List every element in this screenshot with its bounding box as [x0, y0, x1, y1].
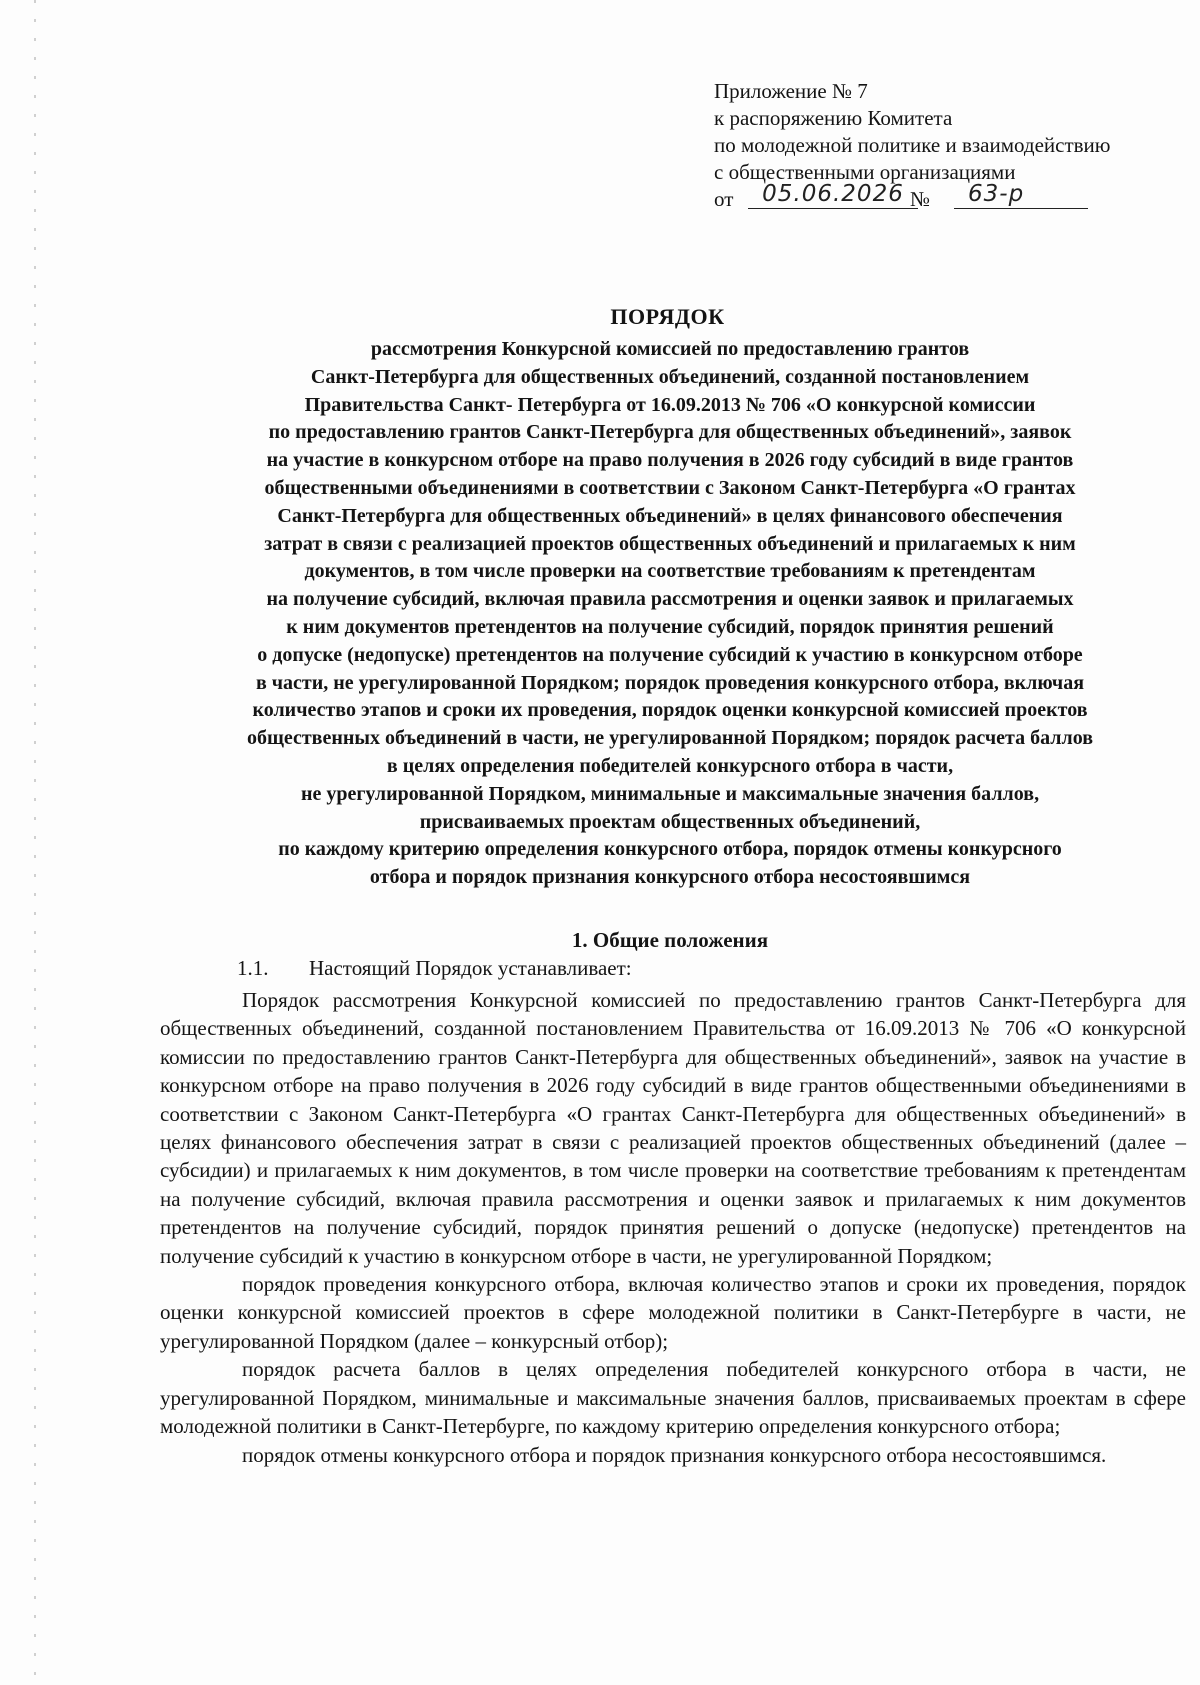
subtitle-line: общественных объединений в части, не урегулированной Порядком; порядок расчета баллов [246, 727, 1094, 750]
subtitle-line: о допуске (недопуске) претендентов на получение субсидий к участию в конкурсном отборе [257, 643, 1083, 666]
body-paragraph: Порядок рассмотрения Конкурсной комиссией по предоставлению грантов Санкт-Петербурга для общественных объединений, созданной постановлением Правительства от 16.09.2013 № 706 «О конкурсной комиссии по предоставлению грантов Санкт-Петербурга для общественных объединений», заявок на участие в конкурсном отборе на право получения в 2026 году субсидий в виде грантов общественными объединениями в соответствии с Законом Санкт-Петербурга «О грантах Санкт-Петербурга для общественных объединений» в целях финансового обеспечения затрат в связи с реализацией проектов общественных объединений (далее – субсидии) и прилагаемых к ним документов, в том числе проверки на соответствие требованиям к претендентам на получение субсидий, включая правила рассмотрения и оценки заявок и прилагаемых к ним документов претендентов на получение субсидий, порядок принятия решений о допуске (недопуске) претендентов на получение субсидий к участию в конкурсном отборе в части, не урегулированной Порядком; [160, 988, 1186, 1268]
number-label: № [910, 187, 931, 211]
appendix-line: Приложение № 7 [714, 79, 868, 103]
appendix-line: к распоряжению Комитета [714, 106, 953, 130]
appendix-line: с общественными организациями [714, 160, 1016, 184]
subtitle-line: по предоставлению грантов Санкт-Петербурга для общественных объединений», заявок [268, 421, 1072, 444]
subtitle-line: количество этапов и сроки их проведения, порядок оценки конкурсной комиссией проектов [252, 699, 1088, 722]
subtitle-line: на получение субсидий, включая правила рассмотрения и оценки заявок и прилагаемых [266, 588, 1074, 611]
body-paragraph: порядок отмены конкурсного отбора и порядок признания конкурсного отбора несостоявшимся. [242, 1442, 1107, 1467]
document-subtitle [150, 336, 1190, 892]
clause-number: 1.1. [237, 956, 269, 980]
subtitle-line: Санкт-Петербурга для общественных объединений» в целях финансового обеспечения [277, 504, 1063, 527]
document-title: ПОРЯДОК [610, 304, 725, 329]
subtitle-line: не урегулированной Порядком, минимальные и максимальные значения баллов, [300, 782, 1040, 805]
subtitle-line: отбора и порядок признания конкурсного отбора несостоявшимся [369, 866, 971, 889]
subtitle-line: рассмотрения Конкурсной комиссией по предоставлению грантов [370, 338, 970, 360]
subtitle-line: к ним документов претендентов на получение субсидий, порядок принятия решений [286, 615, 1054, 638]
subtitle-line: присваиваемых проектам общественных объединений, [419, 810, 921, 833]
appendix-header [714, 78, 1184, 216]
section-heading: 1. Общие положения [571, 928, 769, 952]
subtitle-line: на участие в конкурсном отборе на право получения в 2026 году субсидий в виде грантов [266, 449, 1074, 472]
clause-1-1 [237, 956, 632, 981]
subtitle-line: Санкт-Петербурга для общественных объединений, созданной постановлением [310, 365, 1030, 388]
subtitle-line: Правительства Санкт- Петербурга от 16.09.2013 № 706 «О конкурсной комиссии [304, 393, 1036, 416]
date-prefix: от [714, 187, 734, 211]
handwritten-number: 63-р [954, 181, 1088, 209]
handwritten-date: 05.06.2026 [748, 181, 918, 209]
appendix-date-line [714, 181, 1184, 216]
subtitle-line: в целях определения победителей конкурсного отбора в части, [386, 754, 954, 777]
body-paragraph: порядок проведения конкурсного отбора, включая количество этапов и сроки их проведения, порядок оценки конкурсной комиссией проектов в сфере молодежной политики в Санкт-Петербурге в части, не урегулированной Порядком (далее – конкурсный отбор); [160, 1272, 1186, 1353]
subtitle-line: в части, не урегулированной Порядком; порядок проведения конкурсного отбора, включая [255, 671, 1085, 694]
subtitle-line: документов, в том числе проверки на соответствие требованиям к претендентам [304, 560, 1036, 583]
clause-text: Настоящий Порядок устанавливает: [309, 956, 632, 980]
section-body [160, 986, 1186, 1469]
appendix-line: по молодежной политике и взаимодействию [714, 133, 1111, 157]
subtitle-line: по каждому критерию определения конкурсного отбора, порядок отмены конкурсного [278, 838, 1062, 861]
scan-edge-artifact [34, 0, 36, 1685]
subtitle-line: общественными объединениями в соответствии с Законом Санкт-Петербурга «О грантах [264, 476, 1076, 499]
body-paragraph: порядок расчета баллов в целях определения победителей конкурсного отбора в части, не урегулированной Порядком, минимальные и максимальные значения баллов, присваиваемых проектам в сфере молодежной политики в Санкт-Петербурге, по каждому критерию определения конкурсного отбора; [160, 1357, 1186, 1439]
subtitle-line: затрат в связи с реализацией проектов общественных объединений и прилагаемых к ним [264, 532, 1076, 555]
